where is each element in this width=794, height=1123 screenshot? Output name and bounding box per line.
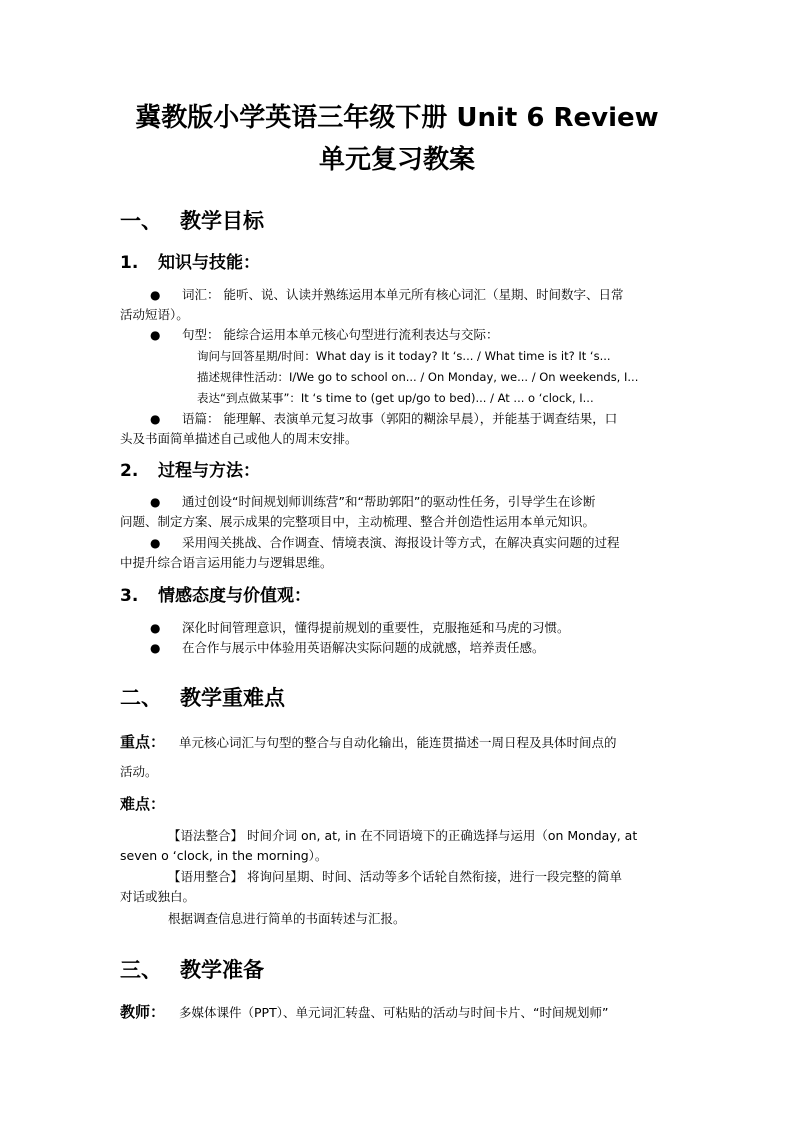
document-title-line2: 单元复习教案 [318, 145, 475, 175]
difficulty-text-line: seven o ‘clock, in the morning）。 [120, 848, 328, 863]
bullet-text-line: 活动短语）。 [120, 307, 189, 322]
bullet-text-line: 深化时间管理意识，懂得提前规划的重要性，克服拖延和马虎的习惯。 [182, 620, 570, 635]
difficulty-text-line: 【语用整合】 将询问星期、时间、活动等多个话轮自然衔接，进行一段完整的简单 [168, 869, 622, 884]
pattern-line-1: 询问与回答星期/时间：What day is it today? It ‘s... / What time is it? It ‘s... [197, 349, 611, 363]
bullet-process-2 [120, 533, 680, 573]
subsection-3-heading [120, 585, 311, 607]
key-points-label: 重点： [120, 733, 166, 751]
subsection-1-title: 知识与技能： [158, 253, 260, 273]
key-points [120, 732, 680, 753]
key-points-continued: 活动。 [120, 764, 158, 779]
document-title-line1: 冀教版小学英语三年级下册 Unit 6 Review [135, 103, 659, 133]
section-3-number: 三、 [120, 958, 162, 982]
bullet-attitude-2 [120, 638, 680, 658]
bullet-process-1 [120, 492, 680, 532]
section-1-number: 一、 [120, 209, 162, 233]
section-2-title: 教学重难点 [180, 686, 285, 710]
pattern-line-2: 描述规律性活动：I/We go to school on... / On Monday, we... / On weekends, I... [197, 370, 639, 384]
section-1-heading [120, 207, 264, 235]
bullet-dot: ● [150, 536, 161, 550]
difficulty-grammar [120, 826, 680, 866]
bullet-text-line: 词汇： 能听、说、认读并熟练运用本单元所有核心词汇（星期、时间数字、日常 [182, 287, 624, 302]
difficulty-writing: 根据调查信息进行简单的书面转述与汇报。 [168, 911, 406, 926]
section-2-number: 二、 [120, 686, 162, 710]
difficulty-pragmatics [120, 867, 680, 907]
bullet-text-line: 头及书面简单描述自己或他人的周末安排。 [120, 431, 358, 446]
bullet-dot: ● [150, 621, 161, 635]
key-points-text: 单元核心词汇与句型的整合与自动化输出，能连贯描述一周日程及具体时间点的 [179, 735, 617, 750]
teacher-text: 多媒体课件（PPT）、单元词汇转盘、可粘贴的活动与时间卡片、“时间规划师” [179, 1005, 609, 1020]
bullet-text-line: 通过创设“时间规划师训练营”和“帮助郭阳”的驱动性任务，引导学生在诊断 [182, 494, 596, 509]
section-3-heading [120, 956, 264, 984]
difficulty-text-line: 【语法整合】 时间介词 on, at, in 在不同语境下的正确选择与运用（on Monday, at [168, 828, 638, 843]
bullet-discourse [120, 409, 680, 449]
subsection-2-heading [120, 460, 260, 482]
bullet-dot: ● [150, 412, 161, 426]
pattern-line-3: 表达“到点做某事”：It ‘s time to (get up/go to bed)... / At ... o ‘clock, I... [197, 391, 594, 405]
bullet-text-line: 在合作与展示中体验用英语解决实际问题的成就感，培养责任感。 [182, 640, 545, 655]
bullet-text-line: 采用闯关挑战、合作调查、情境表演、海报设计等方式，在解决真实问题的过程 [182, 535, 620, 550]
bullet-sentence-patterns [120, 325, 680, 345]
bullet-dot: ● [150, 288, 161, 302]
subsection-2-title: 过程与方法： [158, 461, 260, 481]
section-1-title: 教学目标 [180, 209, 264, 233]
teacher-preparation [120, 1002, 690, 1023]
difficult-points-label: 难点： [120, 795, 166, 813]
bullet-text-line: 问题、制定方案、展示成果的完整项目中，主动梳理、整合并创造性运用本单元知识。 [120, 514, 596, 529]
subsection-3-number: 3. [120, 586, 139, 606]
bullet-text-line: 中提升综合语言运用能力与逻辑思维。 [120, 555, 333, 570]
bullet-text-line: 语篇： 能理解、表演单元复习故事（郭阳的糊涂早晨），并能基于调查结果，口 [182, 411, 618, 426]
bullet-dot: ● [150, 495, 161, 509]
bullet-vocabulary [120, 285, 680, 325]
section-3-title: 教学准备 [180, 958, 264, 982]
difficult-points-label-row [120, 794, 680, 815]
bullet-text-line: 句型： 能综合运用本单元核心句型进行流利表达与交际： [182, 327, 499, 342]
bullet-dot: ● [150, 641, 161, 655]
subsection-1-heading [120, 252, 260, 274]
bullet-attitude-1 [120, 618, 680, 638]
subsection-1-number: 1. [120, 253, 139, 273]
teacher-label: 教师： [120, 1003, 166, 1021]
subsection-2-number: 2. [120, 461, 139, 481]
section-2-heading [120, 684, 285, 712]
bullet-dot: ● [150, 328, 161, 342]
subsection-3-title: 情感态度与价值观： [158, 586, 311, 606]
difficulty-text-line: 对话或独白。 [120, 889, 196, 904]
